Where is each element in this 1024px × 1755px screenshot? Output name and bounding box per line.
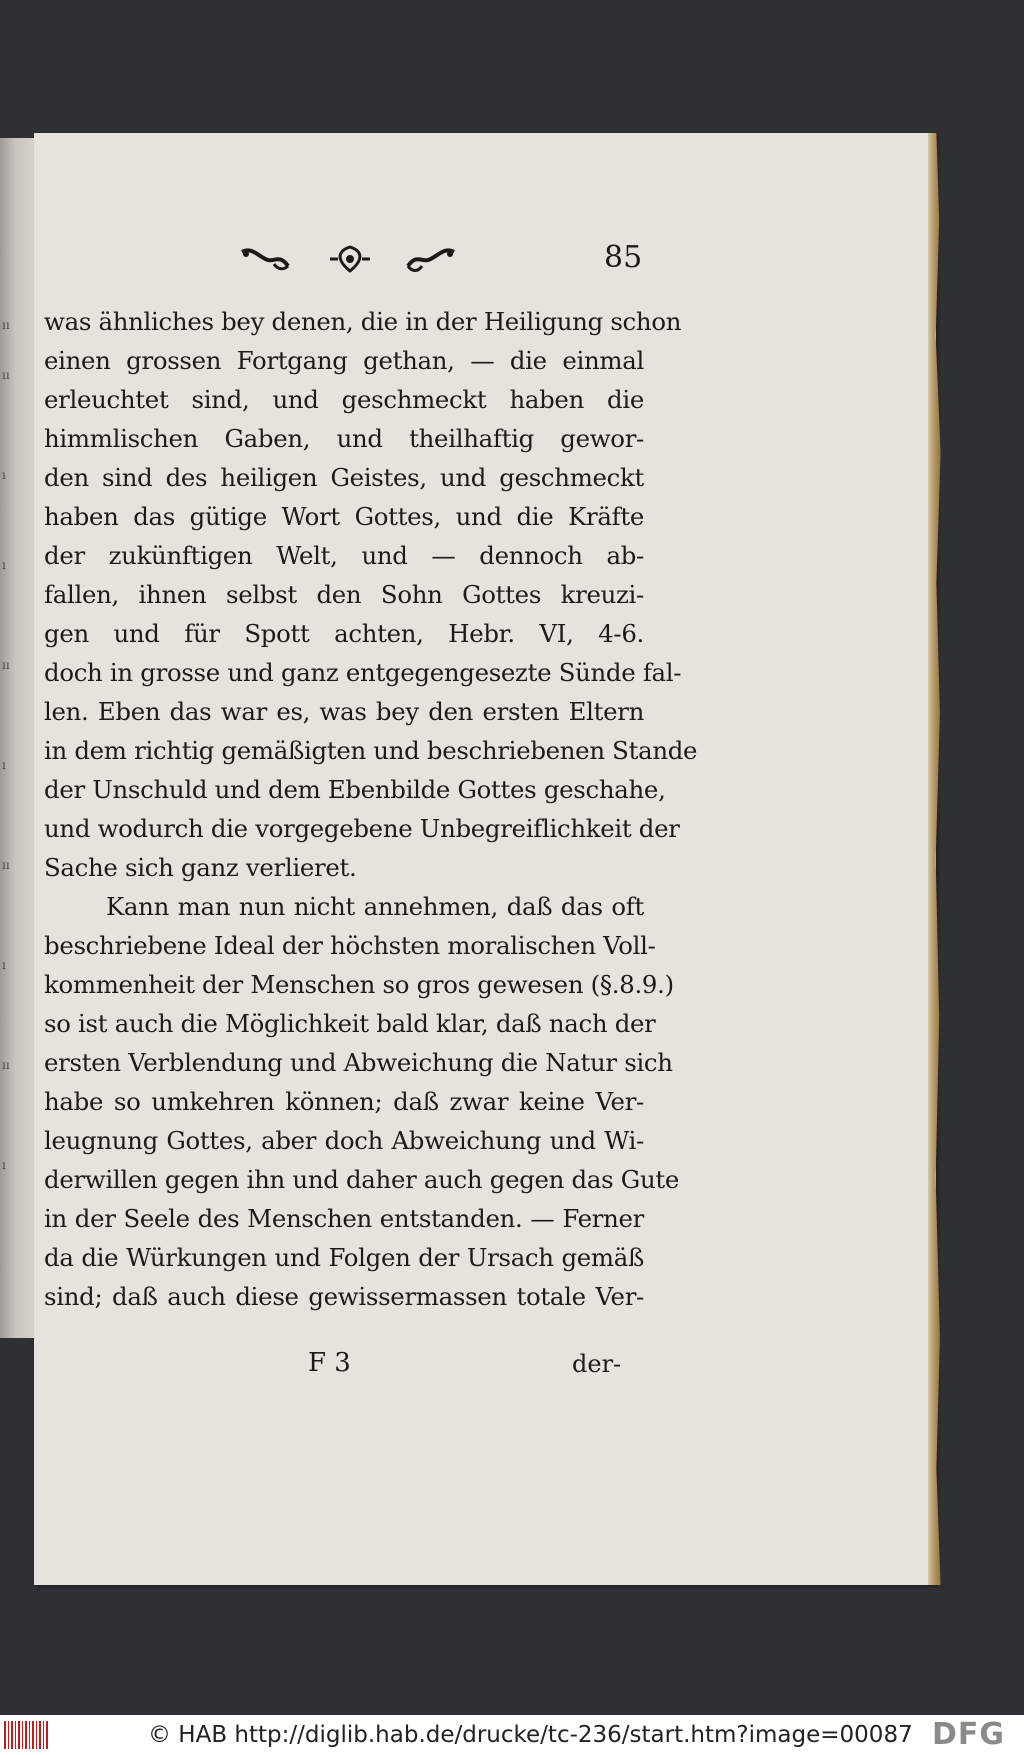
text-line: und wodurch die vorgegebene Unbegreiflichkeit der <box>44 814 680 843</box>
text-line: len. Eben das war es, was bey den ersten Eltern <box>44 697 644 726</box>
text-line: leugnung Gottes, aber doch Abweichung und Wi- <box>44 1126 644 1155</box>
text-line: in der Seele des Menschen entstanden. — Ferner <box>44 1204 644 1233</box>
text-line: in dem richtig gemäßigten und beschriebenen Stande <box>44 736 698 765</box>
bleed-mark: ı <box>2 468 6 482</box>
text-line: derwillen gegen ihn und daher auch gegen das Gute <box>44 1165 679 1194</box>
footer-bar <box>0 1715 1024 1755</box>
text-line: was ähnliches bey denen, die in der Heiligung schon <box>44 307 682 336</box>
copyright-link[interactable]: © HAB http://diglib.hab.de/drucke/tc-236/start.htm?image=00087 <box>148 1722 913 1748</box>
bleed-mark: ı <box>2 558 6 572</box>
text-line: haben das gütige Wort Gottes, und die Kräfte <box>44 502 644 531</box>
text-line: Kann man nun nicht annehmen, daß das oft <box>106 892 644 921</box>
text-line: den sind des heiligen Geistes, und geschmeckt <box>44 463 644 492</box>
center-fleuron-icon <box>328 244 372 274</box>
text-line: der zukünftigen Welt, und — dennoch ab- <box>44 541 644 570</box>
text-line: so ist auch die Möglichkeit bald klar, daß nach der <box>44 1009 656 1038</box>
adjacent-page-edge <box>0 138 38 1338</box>
text-line: fallen, ihnen selbst den Sohn Gottes kreuzi- <box>44 580 644 609</box>
text-line: einen grossen Fortgang gethan, — die einmal <box>44 346 644 375</box>
text-line: da die Würkungen und Folgen der Ursach gemäß <box>44 1243 644 1272</box>
bleed-mark: ıı <box>2 858 10 872</box>
right-fleuron-icon <box>404 244 458 274</box>
bleed-mark: ı <box>2 958 6 972</box>
dfg-logo: DFG <box>932 1717 1006 1752</box>
bleed-mark: ıı <box>2 658 10 672</box>
page-header <box>238 240 643 280</box>
text-line: beschriebene Ideal der höchsten moralischen Voll- <box>44 931 656 960</box>
text-line: der Unschuld und dem Ebenbilde Gottes geschahe, <box>44 775 666 804</box>
text-line: habe so umkehren können; daß zwar keine Ver- <box>44 1087 644 1116</box>
bleed-mark: ı <box>2 758 6 772</box>
text-line: gen und für Spott achten, Hebr. VI, 4-6. <box>44 619 644 648</box>
bleed-mark: ı <box>2 1158 6 1172</box>
text-line: himmlischen Gaben, und theilhaftig gewor- <box>44 424 644 453</box>
left-fleuron-icon <box>238 244 292 274</box>
bleed-mark: ıı <box>2 1058 10 1072</box>
barcode-icon <box>4 1721 48 1749</box>
text-line: Sache sich ganz verlieret. <box>44 853 357 882</box>
text-line: erleuchtet sind, und geschmeckt haben die <box>44 385 644 414</box>
text-line: doch in grosse und ganz entgegengesezte Sünde fal- <box>44 658 682 687</box>
bleed-mark: ıı <box>2 368 10 382</box>
text-line: ersten Verblendung und Abweichung die Natur sich <box>44 1048 673 1077</box>
catchword: der- <box>572 1350 622 1378</box>
text-line: kommenheit der Menschen so gros gewesen (§.8.9.) <box>44 970 674 999</box>
bleed-mark: ıı <box>2 318 10 332</box>
body-text <box>44 302 698 1316</box>
signature-mark: F 3 <box>308 1348 351 1378</box>
page-number: 85 <box>604 240 643 275</box>
text-line: sind; daß auch diese gewissermassen totale Ver- <box>44 1282 644 1311</box>
